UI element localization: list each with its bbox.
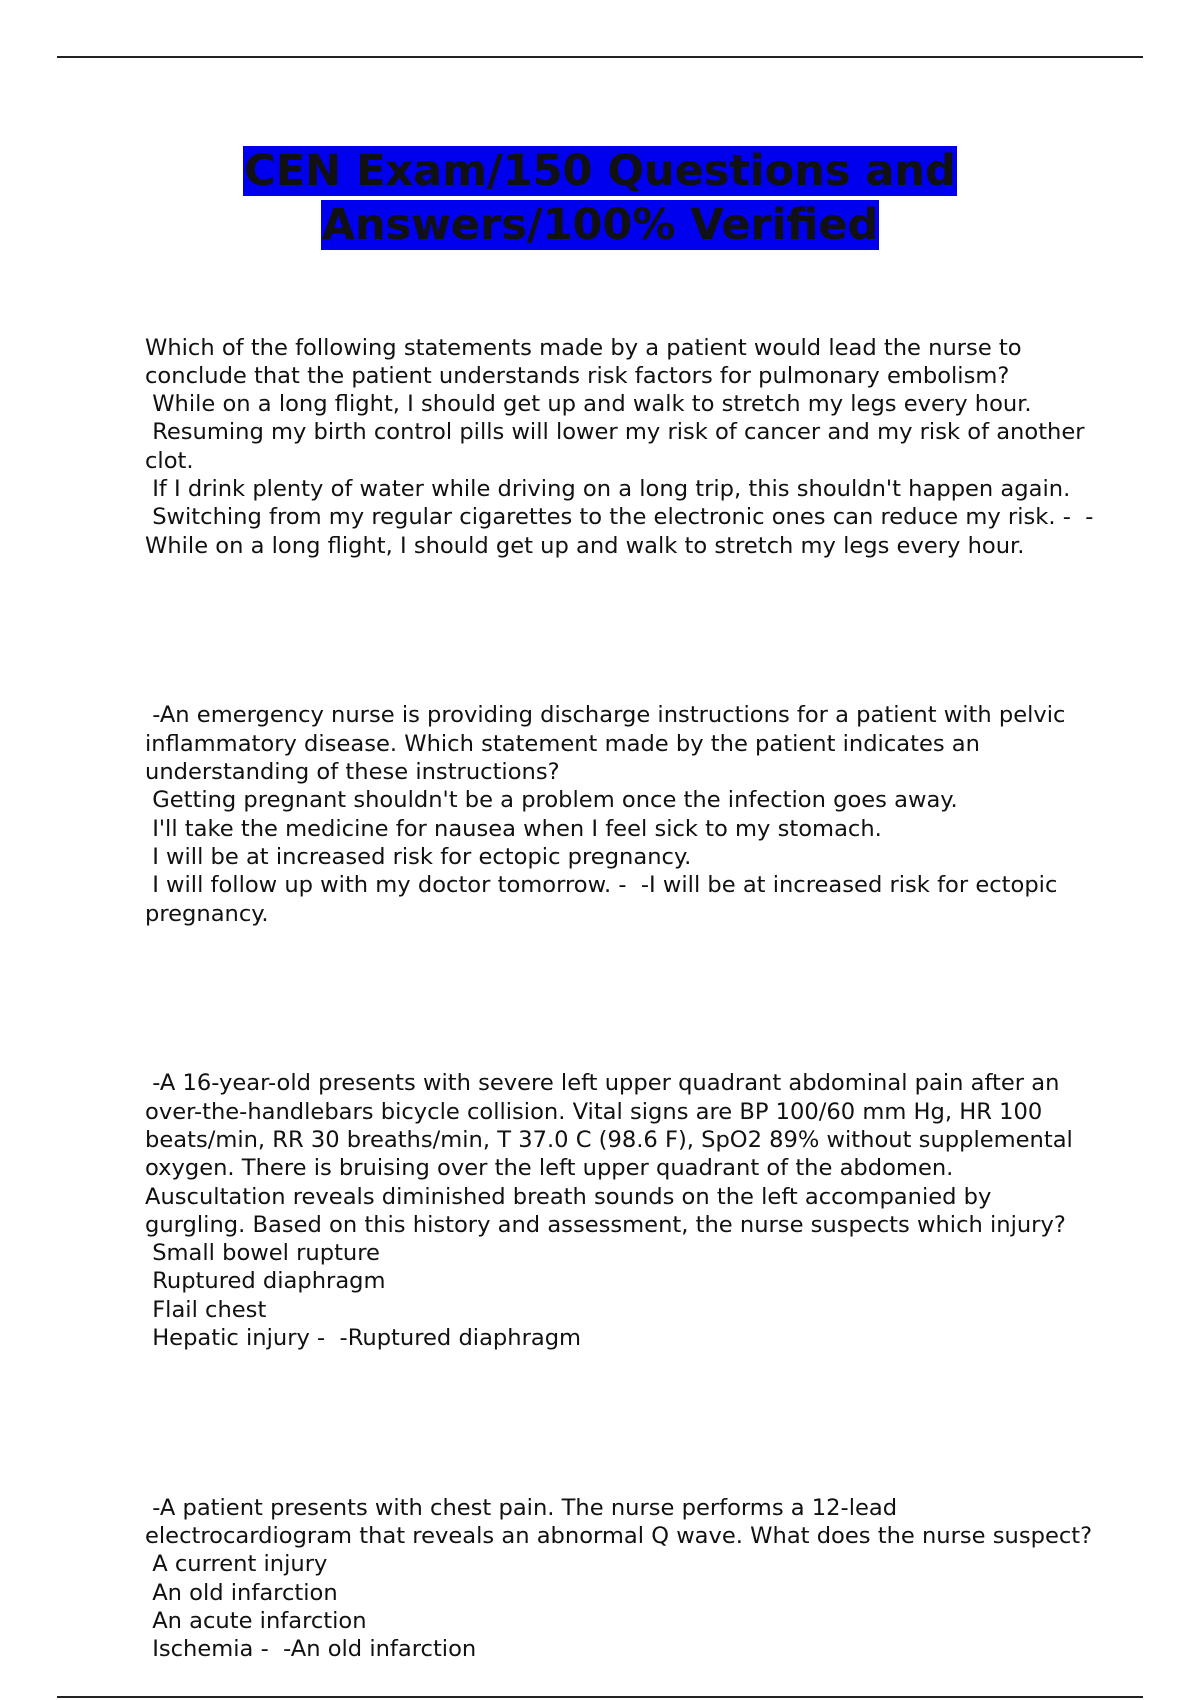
bottom-rule [57, 1696, 1143, 1698]
paragraph-spacer [145, 617, 1095, 645]
question-block-3: -A 16-year-old presents with severe left upper quadrant abdominal pain after an over-the-handlebars bicycle collision. Vital signs are BP 100/60 mm Hg, HR 100 beats/min, RR 30 breaths/min, T 37.0 C (98.6 F), SpO2 89% without supplemental oxygen. There is bruising over the left upper quadrant of the abdomen. Auscultation reveals diminished breath sounds on the left accompanied by gurgling. Based on this history and assessment, the nurse suspects which injury? Small bowel rupture Ruptured diaphragm Flail chest Hepatic injury - -Ruptured diaphragm [145, 1070, 1073, 1351]
question-block-4: -A patient presents with chest pain. The nurse performs a 12-lead electrocardiogram that reveals an abnormal Q wave. What does the nurse suspect? A current injury An old infarction An acute infarction Ischemia - -An old infarction [145, 1494, 1093, 1663]
question-block-1: Which of the following statements made by a patient would lead the nurse to conclude that the patient understands risk factors for pulmonary embolism? While on a long flight, I should get up and walk to stretch my legs every hour. Resuming my birth control pills will lower my risk of cancer and my risk of another clot. If I drink plenty of water while driving on a long trip, this shouldn't happen again. Switching from my regular cigarettes to the electronic ones can reduce my risk. - -While on a long flight, I should get up and walk to stretch my legs every hour. [145, 334, 1094, 559]
paragraph-spacer [145, 984, 1095, 1012]
title-line-1: CEN Exam/150 Questions and [244, 146, 956, 196]
document-body [145, 277, 1095, 1692]
question-block-2: -An emergency nurse is providing discharge instructions for a patient with pelvic inflammatory disease. Which statement made by the patient indicates an understanding of these instructions? Getting pregnant shouldn't be a problem once the infection goes away. I'll take the medicine for nausea when I feel sick to my stomach. I will be at increased risk for ectopic pregnancy. I will follow up with my doctor tomorrow. - -I will be at increased risk for ectopic pregnancy. [145, 702, 1066, 927]
document-title [0, 144, 1200, 252]
top-rule [57, 56, 1143, 58]
paragraph-spacer [145, 1409, 1095, 1437]
title-line-2: Answers/100% Verified [321, 200, 879, 250]
